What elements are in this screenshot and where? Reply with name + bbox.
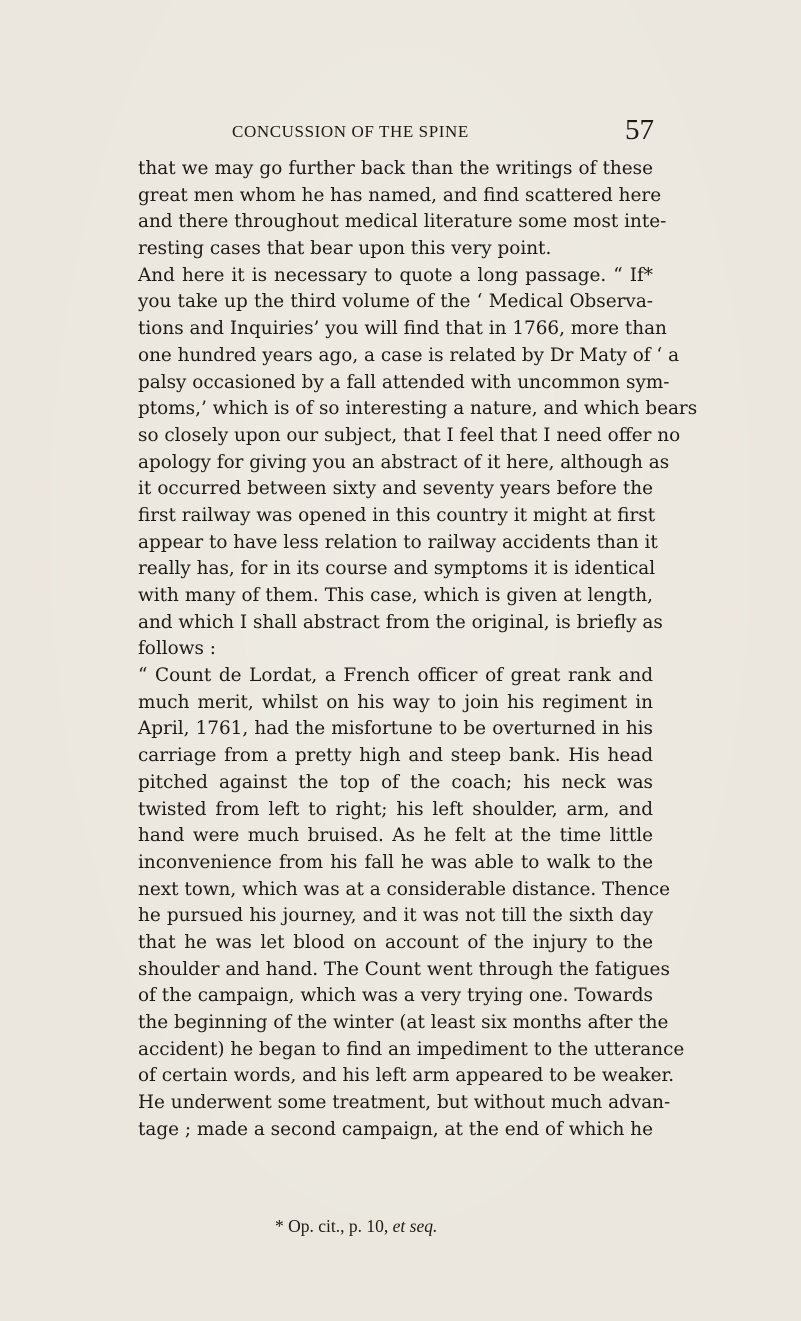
text-line: tions and Inquiries’ you will find that in 1766, more than — [138, 318, 667, 340]
text-line: much merit, whilst on his way to join his regiment in — [138, 691, 653, 713]
text-line: follows : — [138, 638, 216, 660]
text-line: that he was let blood on account of the injury to the — [138, 931, 653, 953]
text-line: shoulder and hand. The Count went through the fatigues — [138, 958, 670, 980]
text-line: palsy occasioned by a fall attended with uncommon sym- — [138, 371, 670, 393]
text-line: of certain words, and his left arm appeared to be weaker. — [138, 1065, 675, 1087]
text-line: next town, which was at a considerable distance. Thence — [138, 878, 671, 900]
text-line: you take up the third volume of the ‘ Medical Observa- — [138, 291, 653, 313]
text-line: tage ; made a second campaign, at the end of which he — [138, 1118, 653, 1140]
text-line: that we may go further back than the writings of these — [138, 158, 653, 179]
text-line: carriage from a pretty high and steep bank. His head — [138, 745, 653, 767]
text-line: pitched against the top of the coach; his neck was — [138, 771, 653, 793]
text-line: apology for giving you an abstract of it here, although as — [138, 451, 670, 473]
running-head — [232, 114, 654, 148]
page-number: 57 — [625, 114, 654, 146]
text-line: really has, for in its course and symptoms it is identical — [138, 558, 656, 580]
text-line: the beginning of the winter (at least six months after the — [138, 1012, 669, 1033]
footnote-citation: Op. cit., p. 10, — [288, 1216, 389, 1236]
text-line: he pursued his journey, and it was not till the sixth day — [138, 905, 653, 927]
text-line: April, 1761, had the misfortune to be overturned in his — [138, 718, 653, 740]
footnote — [275, 1216, 437, 1237]
text-line: “ Count de Lordat, a French officer of great rank and — [138, 665, 653, 687]
running-title: CONCUSSION OF THE SPINE — [232, 122, 469, 141]
text-line: hand were much bruised. As he felt at the time little — [138, 825, 653, 847]
footnote-abbrev: et seq. — [392, 1216, 438, 1236]
text-line: and there throughout medical literature some most inte- — [138, 211, 667, 233]
text-line: And here it is necessary to quote a long passage. “ If* — [138, 264, 653, 286]
text-line: and which I shall abstract from the original, is briefly as — [138, 611, 663, 633]
text-line: so closely upon our subject, that I feel that I need offer no — [138, 424, 681, 446]
text-line: with many of them. This case, which is given at length, — [138, 585, 653, 606]
text-line: twisted from left to right; his left shoulder, arm, and — [138, 798, 653, 820]
text-line: inconvenience from his fall he was able to walk to the — [138, 851, 653, 873]
text-line: of the campaign, which was a very trying one. Towards — [138, 985, 653, 1007]
body-text — [138, 156, 698, 1143]
text-line: appear to have less relation to railway accidents than it — [138, 531, 658, 553]
text-line: accident) he began to find an impediment to the utterance — [138, 1038, 685, 1060]
text-line: one hundred years ago, a case is related by Dr Maty of ‘ a — [138, 344, 680, 366]
text-line: ptoms,’ which is of so interesting a nature, and which bears — [138, 398, 698, 420]
text-line: it occurred between sixty and seventy years before the — [138, 478, 653, 500]
text-line: great men whom he has named, and find scattered here — [138, 184, 662, 206]
text-line: resting cases that bear upon this very point. — [138, 238, 552, 260]
text-line: He underwent some treatment, but without much advan- — [138, 1092, 671, 1114]
text-line: first railway was opened in this country it might at first — [138, 504, 656, 526]
footnote-marker: * — [275, 1216, 284, 1236]
